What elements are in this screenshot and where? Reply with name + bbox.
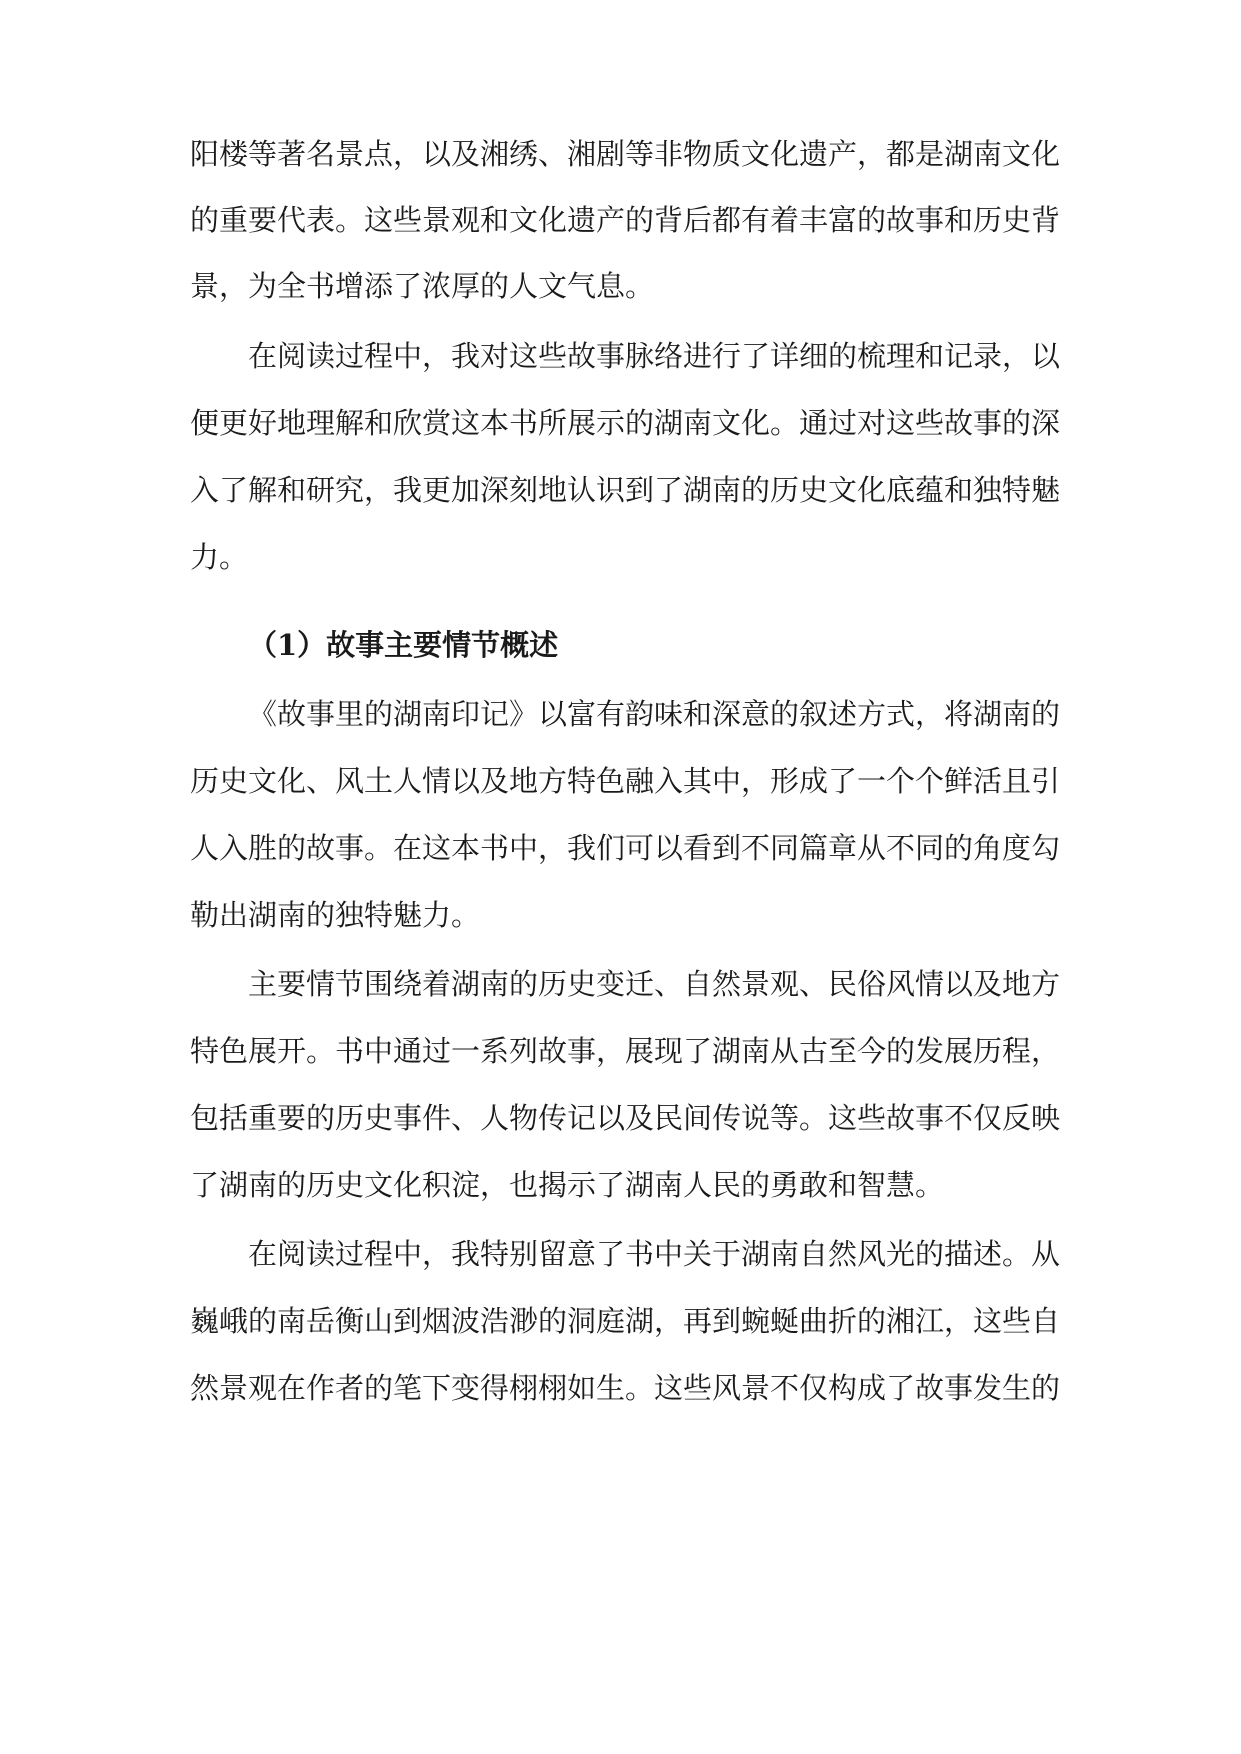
text-line: 特色展开。书中通过一系列故事，展现了湖南从古至今的发展历程， <box>190 1034 1061 1068</box>
text-line: 《故事里的湖南印记》以富有韵味和深意的叙述方式，将湖南的 <box>248 697 1061 731</box>
text-line: 人入胜的故事。在这本书中，我们可以看到不同篇章从不同的角度勾 <box>190 831 1061 865</box>
text-line: 便更好地理解和欣赏这本书所展示的湖南文化。通过对这些故事的深 <box>190 406 1061 440</box>
section-heading: （1）故事主要情节概述 <box>248 628 559 662</box>
text-line: 的重要代表。这些景观和文化遗产的背后都有着丰富的故事和历史背 <box>190 203 1061 237</box>
text-line: 入了解和研究，我更加深刻地认识到了湖南的历史文化底蕴和独特魅 <box>190 473 1061 507</box>
text-line: 在阅读过程中，我特别留意了书中关于湖南自然风光的描述。从 <box>248 1237 1061 1271</box>
text-line: 历史文化、风土人情以及地方特色融入其中，形成了一个个鲜活且引 <box>190 764 1061 798</box>
text-line: 然景观在作者的笔下变得栩栩如生。这些风景不仅构成了故事发生的 <box>190 1371 1061 1405</box>
text-line: 阳楼等著名景点，以及湘绣、湘剧等非物质文化遗产，都是湖南文化 <box>190 137 1061 171</box>
text-line: 包括重要的历史事件、人物传记以及民间传说等。这些故事不仅反映 <box>190 1101 1061 1135</box>
text-line: 景，为全书增添了浓厚的人文气息。 <box>190 269 655 303</box>
text-line: 力。 <box>190 540 249 574</box>
text-line: 了湖南的历史文化积淀，也揭示了湖南人民的勇敢和智慧。 <box>190 1168 945 1202</box>
text-line: 主要情节围绕着湖南的历史变迁、自然景观、民俗风情以及地方 <box>248 967 1061 1001</box>
text-line: 勒出湖南的独特魅力。 <box>190 898 481 932</box>
text-line: 在阅读过程中，我对这些故事脉络进行了详细的梳理和记录，以 <box>248 339 1061 373</box>
text-line: 巍峨的南岳衡山到烟波浩渺的洞庭湖，再到蜿蜒曲折的湘江，这些自 <box>190 1304 1061 1338</box>
